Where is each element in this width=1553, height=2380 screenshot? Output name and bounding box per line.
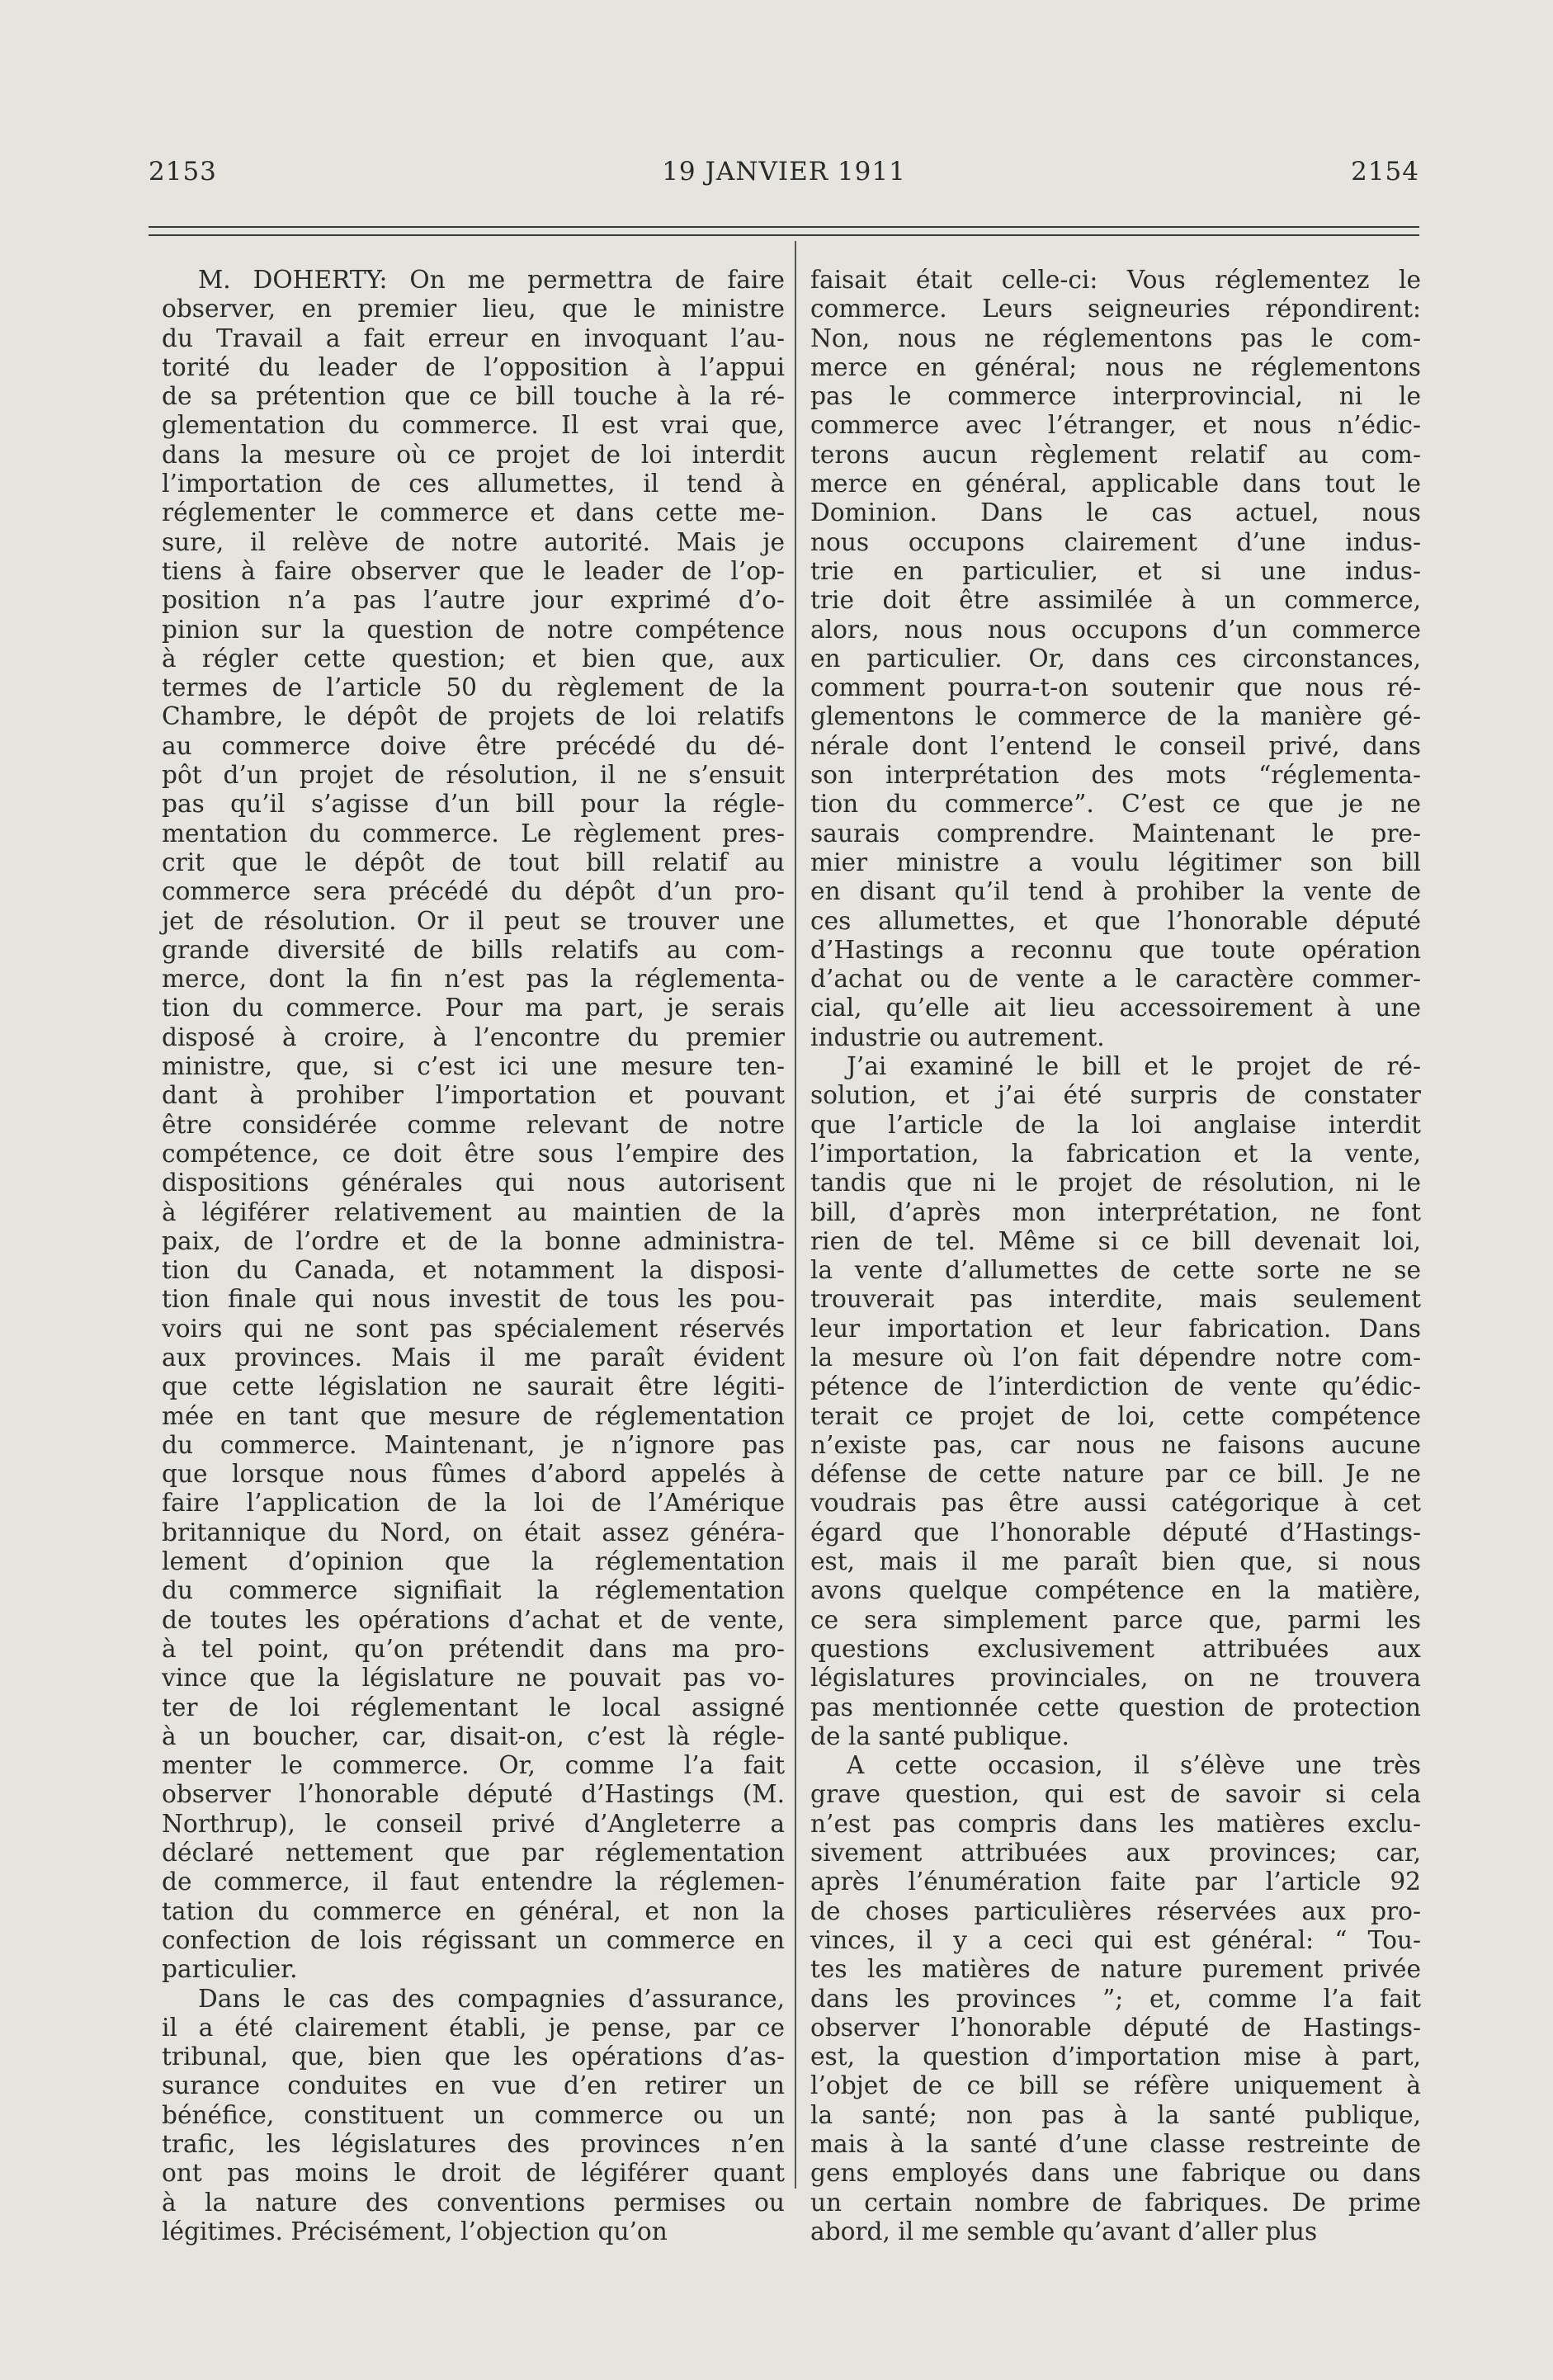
text-line: tandis que ni le projet de résolution, ni le bbox=[810, 1169, 1421, 1197]
text-line: grande diversité de bills relatifs au com- bbox=[162, 935, 785, 964]
text-line: défense de cette nature par ce bill. Je ne bbox=[810, 1460, 1421, 1489]
text-line: commerce. Leurs seigneuries répondirent: bbox=[810, 295, 1421, 323]
text-line: Dominion. Dans le cas actuel, nous bbox=[810, 498, 1421, 527]
text-line: son interprétation des mots “réglementa- bbox=[810, 761, 1421, 790]
text-line: merce en général; nous ne réglementons bbox=[810, 352, 1421, 381]
text-line: comment pourra-t-on soutenir que nous ré- bbox=[810, 673, 1421, 702]
text-line: réglementer le commerce et dans cette me- bbox=[162, 498, 785, 527]
text-line: en particulier. Or, dans ces circonstances, bbox=[810, 644, 1421, 673]
text-line: avons quelque compétence en la matière, bbox=[810, 1576, 1421, 1605]
text-line: questions exclusivement attribuées aux bbox=[810, 1634, 1421, 1663]
text-line: paix, de l’ordre et de la bonne administra- bbox=[162, 1226, 785, 1255]
text-line: abord, il me semble qu’avant d’aller plus bbox=[810, 2217, 1318, 2245]
text-line: disposé à croire, à l’encontre du premier bbox=[162, 1022, 785, 1051]
text-line: tion finale qui nous investit de tous les pou- bbox=[162, 1285, 785, 1314]
text-line: A cette occasion, il s’élève une très bbox=[847, 1751, 1421, 1780]
text-line: trie en particulier, et si une indus- bbox=[810, 556, 1421, 585]
text-line: tion du Canada, et notamment la disposi- bbox=[162, 1256, 785, 1285]
text-line: un certain nombre de fabriques. De prime bbox=[810, 2188, 1421, 2217]
text-line: rien de tel. Même si ce bill devenait loi, bbox=[810, 1226, 1421, 1255]
text-line: ter de loi réglementant le local assigné bbox=[162, 1693, 785, 1721]
text-line: à légiférer relativement au maintien de la bbox=[162, 1197, 785, 1226]
page-header bbox=[149, 157, 1419, 198]
right-column bbox=[810, 266, 1421, 2245]
text-line: particulier. bbox=[162, 1955, 298, 1984]
text-line: Northrup), le conseil privé d’Angleterre a bbox=[162, 1809, 785, 1838]
text-line: bénéfice, constituent un commerce ou un bbox=[162, 2100, 785, 2129]
text-line: mentation du commerce. Le règlement pres- bbox=[162, 819, 785, 848]
text-line: du Travail a fait erreur en invoquant l’au- bbox=[162, 323, 785, 352]
text-line: trie doit être assimilée à un commerce, bbox=[810, 586, 1421, 615]
text-line: observer, en premier lieu, que le ministre bbox=[162, 295, 785, 323]
text-line: l’importation de ces allumettes, il tend à bbox=[162, 470, 785, 498]
text-line: de toutes les opérations d’achat et de vente, bbox=[162, 1605, 785, 1634]
text-line: menter le commerce. Or, comme l’a fait bbox=[162, 1751, 785, 1780]
text-line: termes de l’article 50 du règlement de la bbox=[162, 673, 785, 702]
text-line: trouverait pas interdite, mais seulement bbox=[810, 1285, 1421, 1314]
text-line: en disant qu’il tend à prohiber la vente de bbox=[810, 877, 1421, 906]
text-line: saurais comprendre. Maintenant le pre- bbox=[810, 819, 1421, 848]
text-line: la santé; non pas à la santé publique, bbox=[810, 2100, 1421, 2129]
text-line: dans la mesure où ce projet de loi interdit bbox=[162, 440, 785, 469]
text-line: l’importation, la fabrication et la vente, bbox=[810, 1139, 1421, 1168]
text-line: jet de résolution. Or il peut se trouver une bbox=[162, 906, 785, 935]
page-number-left: 2153 bbox=[149, 157, 217, 187]
text-line: Dans le cas des compagnies d’assurance, bbox=[198, 1984, 785, 2013]
text-line: trafic, les législatures des provinces n’en bbox=[162, 2130, 785, 2158]
text-line: voirs qui ne sont pas spécialement réservés bbox=[162, 1314, 785, 1343]
text-line: l’objet de ce bill se réfère uniquement à bbox=[810, 2071, 1421, 2100]
text-line: faisait était celle-ci: Vous réglementez le bbox=[810, 266, 1421, 294]
left-column bbox=[162, 266, 785, 2245]
text-line: bill, d’après mon interprétation, ne font bbox=[810, 1197, 1421, 1226]
text-line: vinces, il y a ceci qui est général: “ Tou- bbox=[810, 1925, 1421, 1954]
column-divider bbox=[795, 241, 796, 2189]
text-line: dant à prohiber l’importation et pouvant bbox=[162, 1081, 785, 1110]
text-line: la mesure où l’on fait dépendre notre com- bbox=[810, 1343, 1421, 1372]
text-line: compétence, ce doit être sous l’empire des bbox=[162, 1139, 785, 1168]
text-line: de la santé publique. bbox=[810, 1721, 1069, 1750]
text-line: crit que le dépôt de tout bill relatif au bbox=[162, 848, 785, 876]
text-line: cial, qu’elle ait lieu accessoirement à une bbox=[810, 994, 1421, 1022]
text-line: confection de lois régissant un commerce en bbox=[162, 1925, 785, 1954]
text-line: grave question, qui est de savoir si cela bbox=[810, 1780, 1421, 1809]
text-line: M. DOHERTY: On me permettra de faire bbox=[198, 266, 785, 294]
text-line: d’Hastings a reconnu que toute opération bbox=[810, 935, 1421, 964]
text-line: dans les provinces ”; et, comme l’a fait bbox=[810, 1984, 1421, 2013]
text-line: aux provinces. Mais il me paraît évident bbox=[162, 1343, 785, 1372]
text-line: législatures provinciales, on ne trouvera bbox=[810, 1664, 1421, 1693]
text-line: après l’énumération faite par l’article 92 bbox=[810, 1868, 1421, 1896]
text-line: lement d’opinion que la réglementation bbox=[162, 1547, 785, 1576]
text-line: ont pas moins le droit de légiférer quant bbox=[162, 2159, 785, 2188]
text-line: industrie ou autrement. bbox=[810, 1022, 1105, 1051]
text-line: de choses particulières réservées aux pro- bbox=[810, 1896, 1421, 1925]
text-line: est, la question d’importation mise à part, bbox=[810, 2042, 1421, 2071]
text-line: pas le commerce interprovincial, ni le bbox=[810, 382, 1421, 411]
text-line: glementons le commerce de la manière gé- bbox=[810, 702, 1421, 731]
text-line: dispositions générales qui nous autorisent bbox=[162, 1169, 785, 1197]
text-line: leur importation et leur fabrication. Dans bbox=[810, 1314, 1421, 1343]
text-line: position n’a pas l’autre jour exprimé d’o- bbox=[162, 586, 785, 615]
text-line: que l’article de la loi anglaise interdit bbox=[810, 1110, 1421, 1139]
text-line: glementation du commerce. Il est vrai que, bbox=[162, 411, 785, 440]
text-line: mée en tant que mesure de réglementation bbox=[162, 1401, 785, 1430]
text-line: pétence de l’interdiction de vente qu’édic- bbox=[810, 1372, 1421, 1401]
text-line: voudrais pas être aussi catégorique à cet bbox=[810, 1489, 1421, 1518]
text-line: pas mentionnée cette question de protection bbox=[810, 1693, 1421, 1721]
page-date: 19 JANVIER 1911 bbox=[662, 157, 906, 187]
text-line: que cette législation ne saurait être légiti- bbox=[162, 1372, 785, 1401]
text-line: tion du commerce. Pour ma part, je serais bbox=[162, 994, 785, 1022]
text-line: J’ai examiné le bill et le projet de ré- bbox=[847, 1052, 1421, 1081]
text-line: terons aucun règlement relatif au com- bbox=[810, 440, 1421, 469]
text-line: déclaré nettement que par réglementation bbox=[162, 1839, 785, 1868]
header-rule-top bbox=[149, 226, 1419, 228]
text-line: mais à la santé d’une classe restreinte de bbox=[810, 2130, 1421, 2158]
text-line: observer l’honorable député d’Hastings (M. bbox=[162, 1780, 785, 1809]
text-line: observer l’honorable député de Hastings- bbox=[810, 2013, 1421, 2042]
text-line: de commerce, il faut entendre la réglemen- bbox=[162, 1868, 785, 1896]
text-line: n’existe pas, car nous ne faisons aucune bbox=[810, 1430, 1421, 1459]
text-line: nérale dont l’entend le conseil privé, dans bbox=[810, 731, 1421, 760]
text-line: au commerce doive être précédé du dé- bbox=[162, 731, 785, 760]
text-line: nous occupons clairement d’une indus- bbox=[810, 527, 1421, 556]
text-line: à un boucher, car, disait-on, c’est là régle- bbox=[162, 1721, 785, 1750]
header-rule-bottom bbox=[149, 234, 1419, 236]
text-line: la vente d’allumettes de cette sorte ne se bbox=[810, 1256, 1421, 1285]
text-line: commerce avec l’étranger, et nous n’édic- bbox=[810, 411, 1421, 440]
text-line: alors, nous nous occupons d’un commerce bbox=[810, 615, 1421, 644]
text-line: tiens à faire observer que le leader de l’op- bbox=[162, 556, 785, 585]
text-line: surance conduites en vue d’en retirer un bbox=[162, 2071, 785, 2100]
text-line: à la nature des conventions permises ou bbox=[162, 2188, 785, 2217]
text-line: tes les matières de nature purement privée bbox=[810, 1955, 1421, 1984]
text-line: pas qu’il s’agisse d’un bill pour la régle- bbox=[162, 790, 785, 819]
text-line: être considérée comme relevant de notre bbox=[162, 1110, 785, 1139]
text-line: ces allumettes, et que l’honorable député bbox=[810, 906, 1421, 935]
text-line: Non, nous ne réglementons pas le com- bbox=[810, 323, 1421, 352]
text-line: merce, dont la fin n’est pas la réglementa- bbox=[162, 965, 785, 994]
text-line: du commerce signifiait la réglementation bbox=[162, 1576, 785, 1605]
text-line: pinion sur la question de notre compétence bbox=[162, 615, 785, 644]
text-line: britannique du Nord, on était assez généra- bbox=[162, 1518, 785, 1547]
text-line: tribunal, que, bien que les opérations d’as- bbox=[162, 2042, 785, 2071]
text-line: merce en général, applicable dans tout le bbox=[810, 470, 1421, 498]
text-line: d’achat ou de vente a le caractère commer- bbox=[810, 965, 1421, 994]
text-line: vince que la législature ne pouvait pas vo- bbox=[162, 1664, 785, 1693]
text-line: sure, il relève de notre autorité. Mais je bbox=[162, 527, 785, 556]
text-line: terait ce projet de loi, cette compétence bbox=[810, 1401, 1421, 1430]
text-line: torité du leader de l’opposition à l’appui bbox=[162, 352, 785, 381]
text-line: solution, et j’ai été surpris de constater bbox=[810, 1081, 1421, 1110]
text-line: Chambre, le dépôt de projets de loi relatifs bbox=[162, 702, 785, 731]
text-line: égard que l’honorable député d’Hastings- bbox=[810, 1518, 1421, 1547]
text-line: de sa prétention que ce bill touche à la ré- bbox=[162, 382, 785, 411]
text-line: il a été clairement établi, je pense, par ce bbox=[162, 2013, 785, 2042]
text-line: commerce sera précédé du dépôt d’un pro- bbox=[162, 877, 785, 906]
text-line: à régler cette question; et bien que, aux bbox=[162, 644, 785, 673]
page-number-right: 2154 bbox=[1351, 157, 1419, 187]
text-line: légitimes. Précisément, l’objection qu’on bbox=[162, 2217, 668, 2245]
text-line: ce sera simplement parce que, parmi les bbox=[810, 1605, 1421, 1634]
text-line: n’est pas compris dans les matières exclu- bbox=[810, 1809, 1421, 1838]
text-line: que lorsque nous fûmes d’abord appelés à bbox=[162, 1460, 785, 1489]
text-line: sivement attribuées aux provinces; car, bbox=[810, 1839, 1421, 1868]
text-line: pôt d’un projet de résolution, il ne s’ensuit bbox=[162, 761, 785, 790]
text-line: du commerce. Maintenant, je n’ignore pas bbox=[162, 1430, 785, 1459]
text-line: ministre, que, si c’est ici une mesure ten- bbox=[162, 1052, 785, 1081]
text-line: mier ministre a voulu légitimer son bill bbox=[810, 848, 1421, 876]
text-line: tion du commerce”. C’est ce que je ne bbox=[810, 790, 1421, 819]
text-line: à tel point, qu’on prétendit dans ma pro- bbox=[162, 1634, 785, 1663]
text-line: est, mais il me paraît bien que, si nous bbox=[810, 1547, 1421, 1576]
text-line: gens employés dans une fabrique ou dans bbox=[810, 2159, 1421, 2188]
text-line: faire l’application de la loi de l’Amérique bbox=[162, 1489, 785, 1518]
text-line: tation du commerce en général, et non la bbox=[162, 1896, 785, 1925]
